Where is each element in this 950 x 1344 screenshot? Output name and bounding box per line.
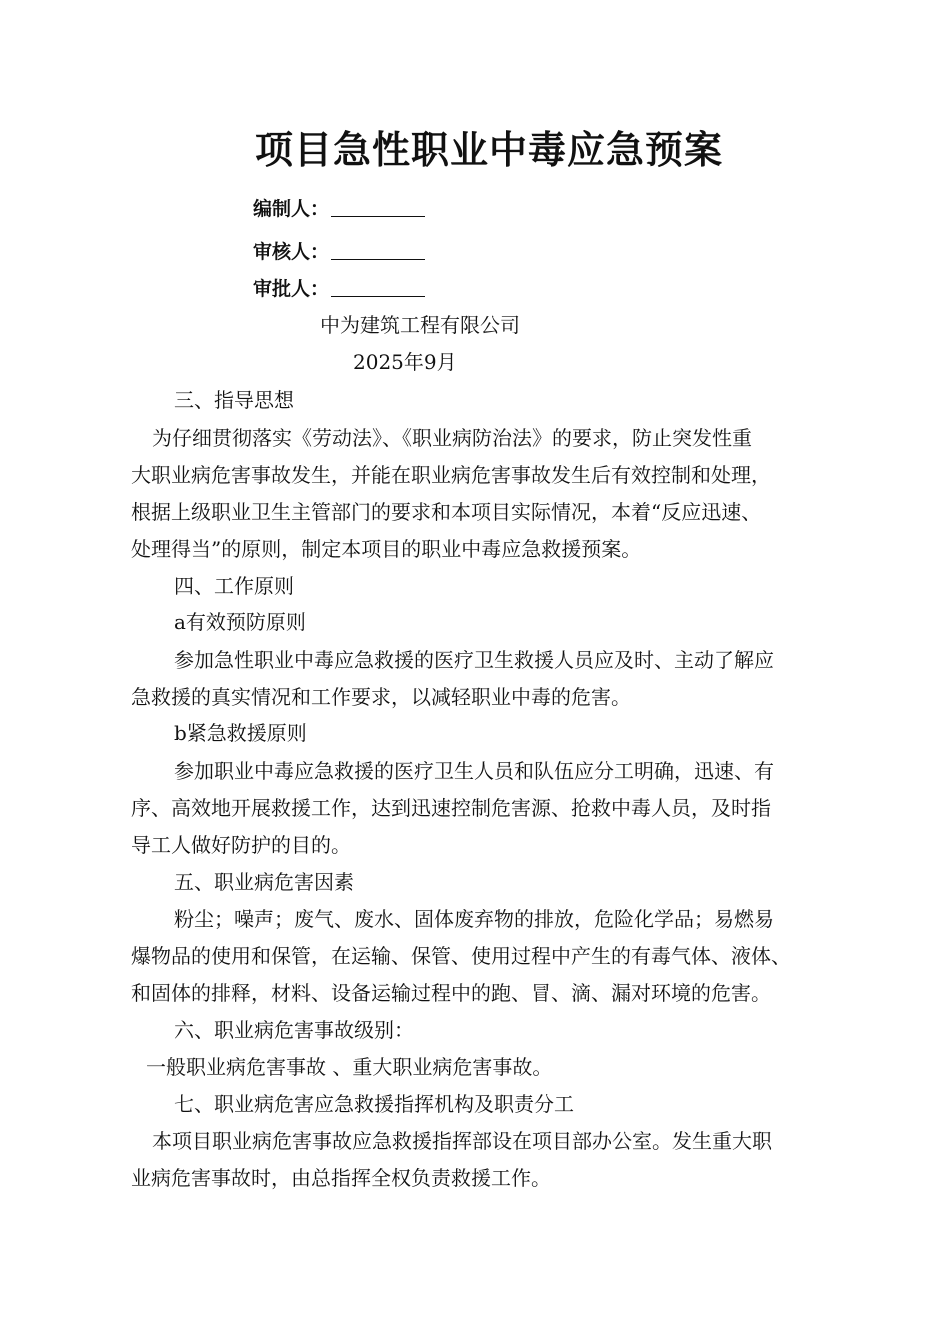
subheading-prevention: a有效预防原则 [174,610,306,634]
reviewer-blank [331,239,425,260]
section-heading-command-structure: 七、职业病危害应急救援指挥机构及职责分工 [174,1092,574,1116]
body-line: 参加急性职业中毒应急救援的医疗卫生救援人员应及时、主动了解应 [174,648,774,672]
approver-signature-line [253,276,425,302]
reviewer-label: 审核人： [253,241,330,263]
body-line: 参加职业中毒应急救援的医疗卫生人员和队伍应分工明确，迅速、有 [174,759,774,783]
approver-label: 审批人： [253,278,330,300]
section-heading-guiding-thought: 三、指导思想 [174,388,294,412]
body-line: 爆物品的使用和保管，在运输、保管、使用过程中产生的有毒气体、液体、 [131,944,791,968]
body-line: 本项目职业病危害事故应急救援指挥部设在项目部办公室。发生重大职 [152,1129,772,1153]
body-line: 大职业病危害事故发生，并能在职业病危害事故发生后有效控制和处理， [131,463,771,487]
body-line: 为仔细贯彻落实《劳动法》、《职业病防治法》的要求，防止突发性重 [152,426,752,450]
reviewer-signature-line [253,239,425,265]
compiler-label: 编制人： [253,198,330,220]
body-line: 急救援的真实情况和工作要求，以减轻职业中毒的危害。 [131,685,631,709]
body-line: 和固体的排释，材料、设备运输过程中的跑、冒、滴、漏对环境的危害。 [131,981,771,1005]
document-date: 2025年9月 [353,350,457,374]
body-line: 导工人做好防护的目的。 [131,833,351,857]
approver-blank [331,276,425,297]
compiler-blank [331,196,425,217]
company-name: 中为建筑工程有限公司 [320,313,520,337]
section-heading-accident-levels: 六、职业病危害事故级别： [174,1018,414,1042]
document-title: 项目急性职业中毒应急预案 [254,128,723,172]
body-line: 粉尘；噪声；废气、废水、固体废弃物的排放，危险化学品；易燃易 [174,907,774,931]
body-line: 序、高效地开展救援工作，达到迅速控制危害源、抢救中毒人员，及时指 [131,796,771,820]
body-line: 根据上级职业卫生主管部门的要求和本项目实际情况，本着“反应迅速、 [131,500,762,524]
body-line: 一般职业病危害事故 、重大职业病危害事故。 [146,1055,553,1079]
compiler-signature-line [253,196,425,222]
section-heading-hazard-factors: 五、职业病危害因素 [174,870,354,894]
section-heading-work-principles: 四、工作原则 [174,574,294,598]
body-line: 业病危害事故时，由总指挥全权负责救援工作。 [131,1166,551,1190]
body-line: 处理得当”的原则，制定本项目的职业中毒应急救援预案。 [131,537,642,561]
subheading-emergency-rescue: b紧急救援原则 [174,721,307,745]
